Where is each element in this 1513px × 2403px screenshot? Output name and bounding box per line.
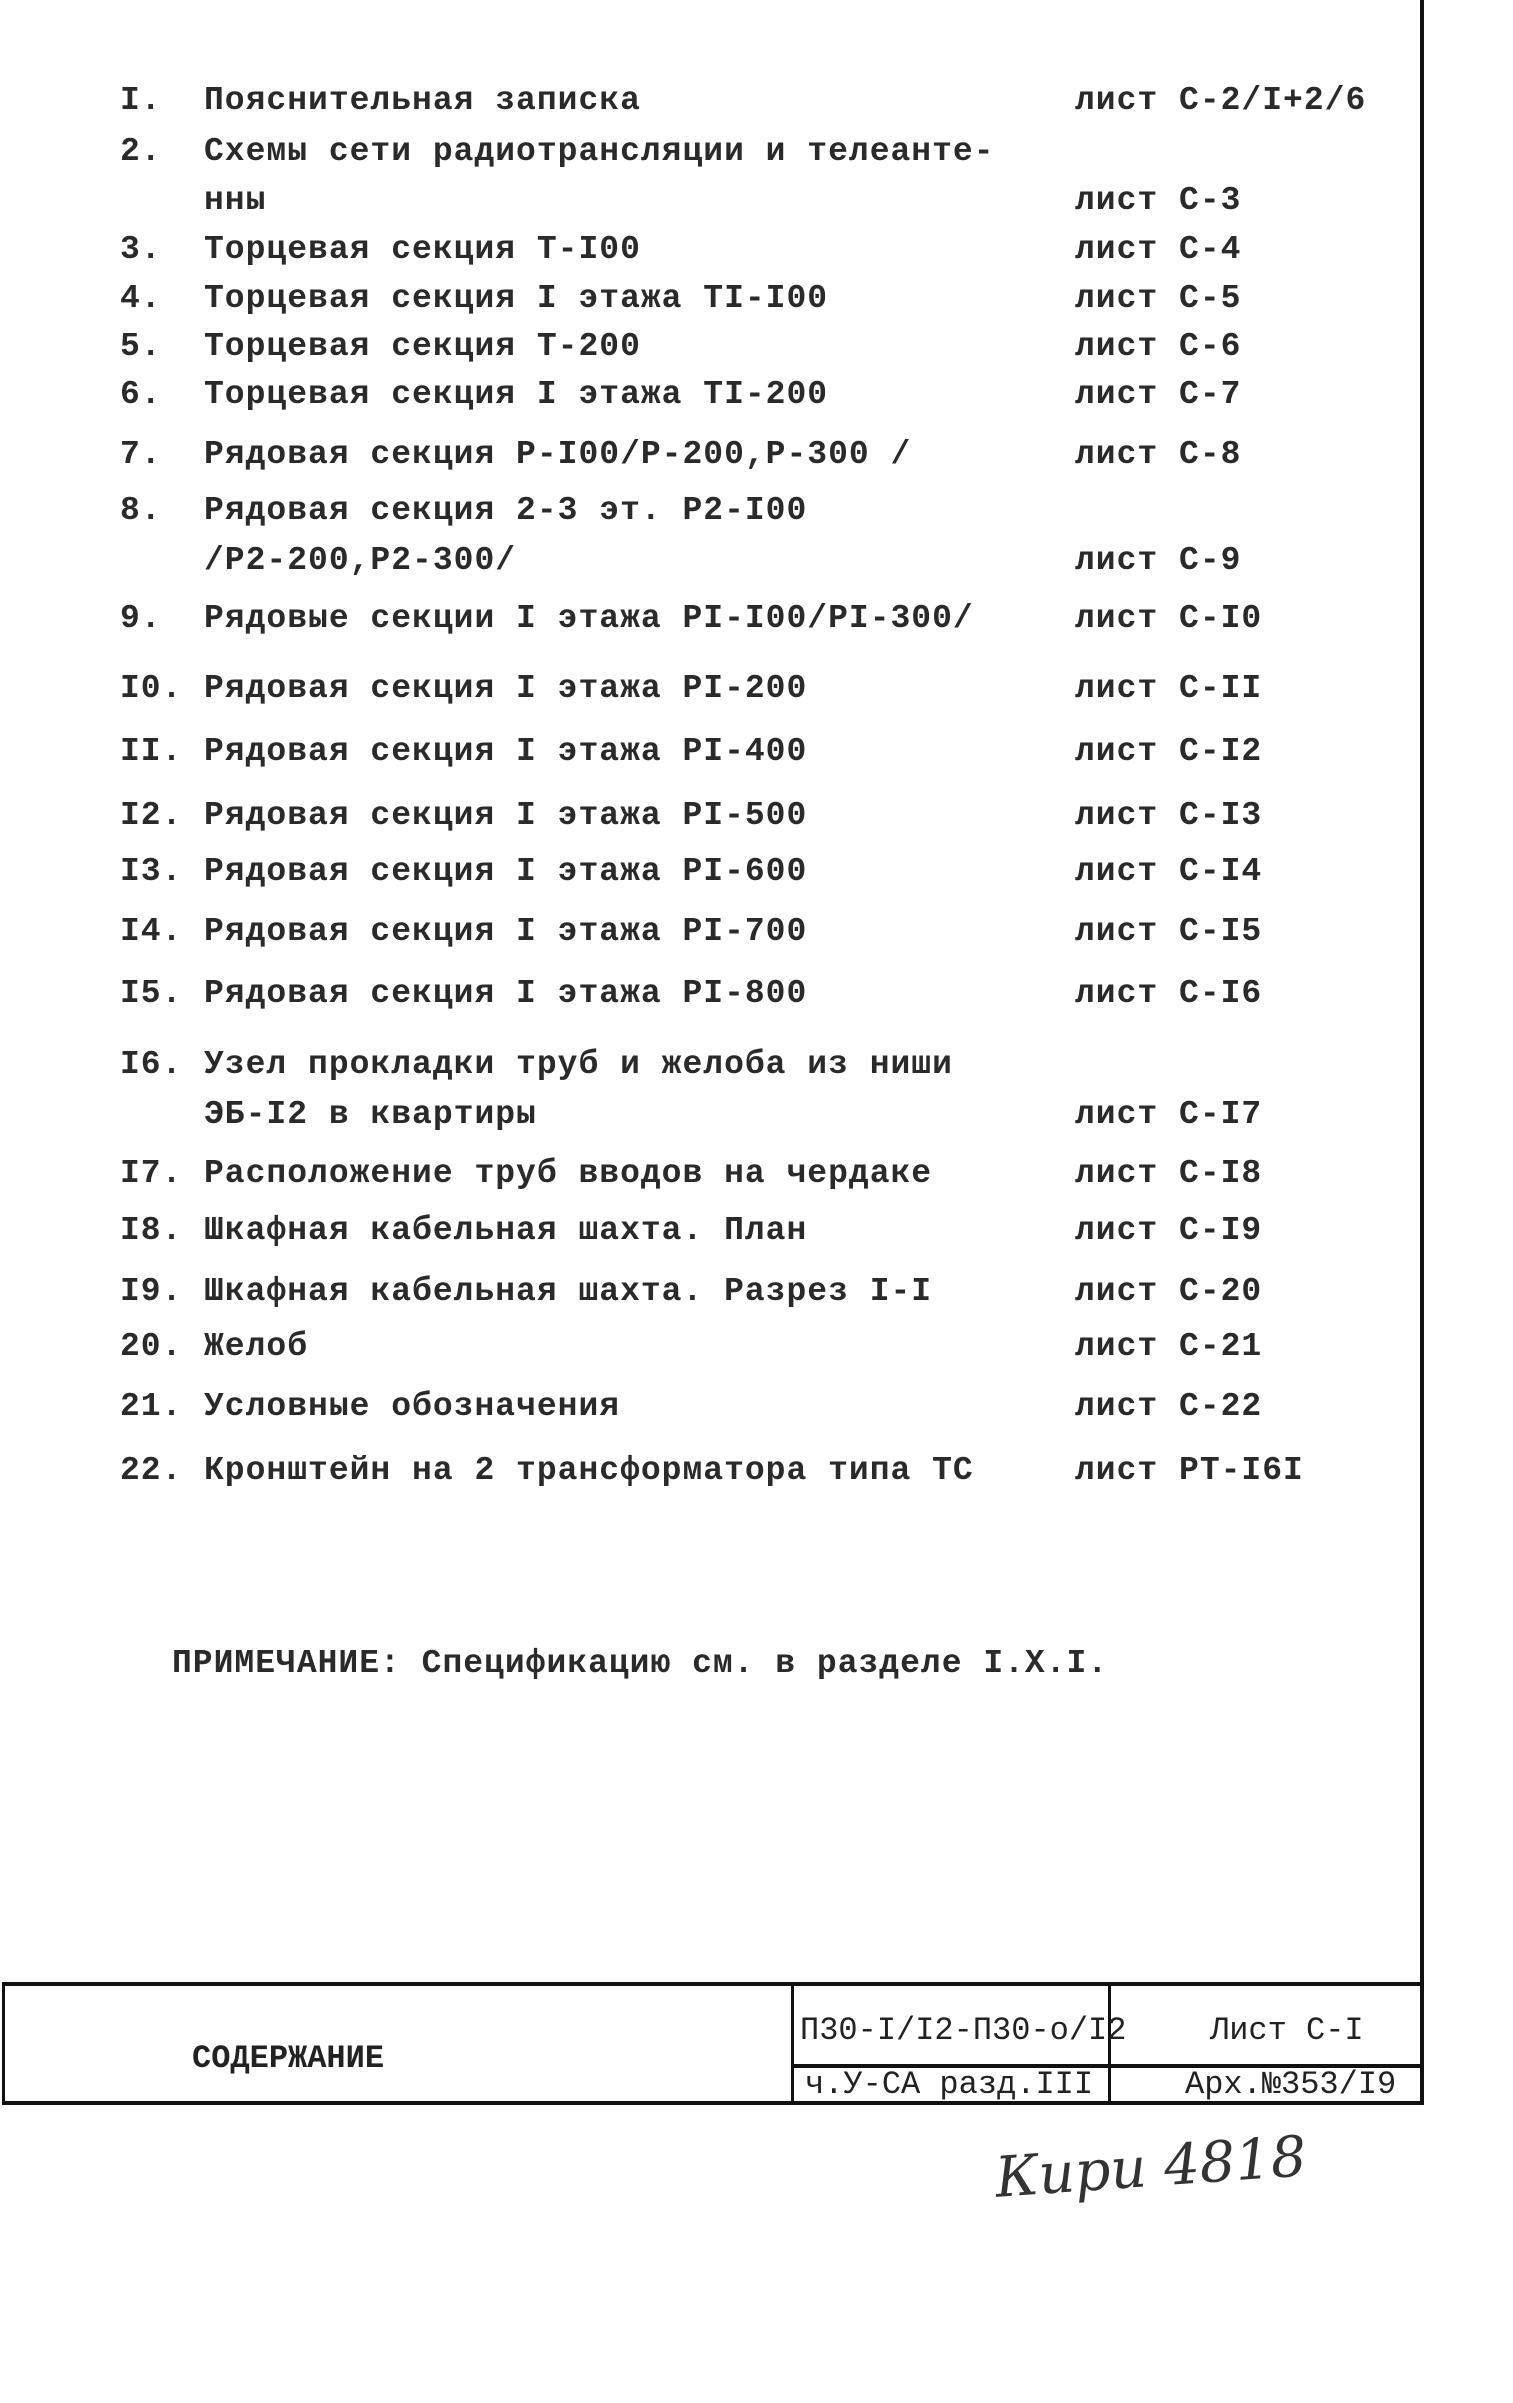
item-title: Рядовая секция I этажа РI-400 <box>204 733 808 770</box>
item-title: Рядовая секция I этажа РI-200 <box>204 670 808 707</box>
item-number: 8. <box>120 492 162 529</box>
item-sheet: лист С-20 <box>1075 1273 1263 1310</box>
item-sheet: лист С-2/I+2/6 <box>1075 82 1367 119</box>
item-sheet: лист С-I5 <box>1075 913 1263 950</box>
item-title: Торцевая секция Т-I00 <box>204 231 641 268</box>
item-title: Пояснительная записка <box>204 82 641 119</box>
item-title: Узел прокладки труб и желоба из ниши <box>204 1046 953 1083</box>
item-title: Рядовая секция I этажа РI-700 <box>204 913 808 950</box>
item-sheet: лист С-I9 <box>1075 1212 1263 1249</box>
item-number: 9. <box>120 600 162 637</box>
item-title: Схемы сети радиотрансляции и телеанте- <box>204 133 995 170</box>
item-title: Рядовая секция 2-3 эт. Р2-I00 <box>204 492 808 529</box>
item-title: Шкафная кабельная шахта. Разрез I-I <box>204 1273 933 1310</box>
item-number: 4. <box>120 280 162 317</box>
item-title: Рядовая секция I этажа РI-600 <box>204 853 808 890</box>
item-number: 22. <box>120 1452 183 1489</box>
title-block-top-line <box>2 1982 1424 1986</box>
item-title: Шкафная кабельная шахта. План <box>204 1212 808 1249</box>
item-sheet: лист С-5 <box>1075 280 1242 317</box>
item-sheet: лист С-I8 <box>1075 1155 1263 1192</box>
handwritten-signature: Кири 4818 <box>993 2124 1309 2211</box>
item-number: 5. <box>120 328 162 365</box>
note: ПРИМЕЧАНИЕ: Спецификацию см. в разделе I.X.I. <box>172 1645 1109 1682</box>
title-block-divider <box>791 1982 794 2104</box>
item-number: I8. <box>120 1212 183 1249</box>
item-title: Торцевая секция Т-200 <box>204 328 641 365</box>
item-sheet: лист С-4 <box>1075 231 1242 268</box>
item-sheet: лист С-3 <box>1075 182 1242 219</box>
item-number: I3. <box>120 853 183 890</box>
item-number: 7. <box>120 436 162 473</box>
item-title: Расположение труб вводов на чердаке <box>204 1155 933 1192</box>
item-number: 3. <box>120 231 162 268</box>
item-sheet: лист С-7 <box>1075 376 1242 413</box>
item-title: Торцевая секция I этажа ТI-I00 <box>204 280 829 317</box>
frame-left <box>2 1982 5 2105</box>
item-title: Желоб <box>204 1328 309 1365</box>
item-number: 2. <box>120 133 162 170</box>
item-sheet: лист С-21 <box>1075 1328 1263 1365</box>
item-number: I4. <box>120 913 183 950</box>
item-title: Рядовая секция I этажа РI-500 <box>204 797 808 834</box>
item-title: Рядовая секция I этажа РI-800 <box>204 975 808 1012</box>
item-sheet: лист С-I2 <box>1075 733 1263 770</box>
item-number: I2. <box>120 797 183 834</box>
item-title-continuation: нны <box>204 182 267 219</box>
item-title: Рядовая секция Р-I00/Р-200,Р-300 / <box>204 436 912 473</box>
item-title: Кронштейн на 2 трансформатора типа ТС <box>204 1452 974 1489</box>
item-sheet: лист С-I6 <box>1075 975 1263 1012</box>
item-sheet: лист С-8 <box>1075 436 1242 473</box>
item-sheet: лист С-I3 <box>1075 797 1263 834</box>
item-number: I5. <box>120 975 183 1012</box>
title-block-part: ч.У-СА разд.III <box>805 2066 1094 2103</box>
item-number: 6. <box>120 376 162 413</box>
item-title: Рядовые секции I этажа РI-I00/РI-300/ <box>204 600 974 637</box>
item-number: I0. <box>120 670 183 707</box>
item-number: II. <box>120 733 183 770</box>
item-sheet: лист С-22 <box>1075 1388 1263 1425</box>
item-title-continuation: ЭБ-I2 в квартиры <box>204 1096 537 1133</box>
item-number: I9. <box>120 1273 183 1310</box>
item-number: I7. <box>120 1155 183 1192</box>
frame-right <box>1420 0 1424 2105</box>
item-sheet: лист С-I7 <box>1075 1096 1263 1133</box>
item-number: I6. <box>120 1046 183 1083</box>
item-title-continuation: /Р2-200,Р2-300/ <box>204 542 517 579</box>
item-sheet: лист С-6 <box>1075 328 1242 365</box>
title-block-title: СОДЕРЖАНИЕ <box>192 2040 385 2077</box>
title-block-code: П30-I/I2-П30-о/I2 <box>800 2012 1127 2049</box>
title-block-archive: Арх.№353/I9 <box>1185 2066 1397 2103</box>
item-number: 21. <box>120 1388 183 1425</box>
item-sheet: лист С-II <box>1075 670 1263 707</box>
item-sheet: лист РТ-I6I <box>1075 1452 1304 1489</box>
item-number: I. <box>120 82 162 119</box>
item-title: Условные обозначения <box>204 1388 621 1425</box>
item-sheet: лист С-I4 <box>1075 853 1263 890</box>
title-block-sheet: Лист С-I <box>1210 2012 1364 2049</box>
item-sheet: лист С-I0 <box>1075 600 1263 637</box>
item-title: Торцевая секция I этажа ТI-200 <box>204 376 829 413</box>
item-number: 20. <box>120 1328 183 1365</box>
item-sheet: лист С-9 <box>1075 542 1242 579</box>
